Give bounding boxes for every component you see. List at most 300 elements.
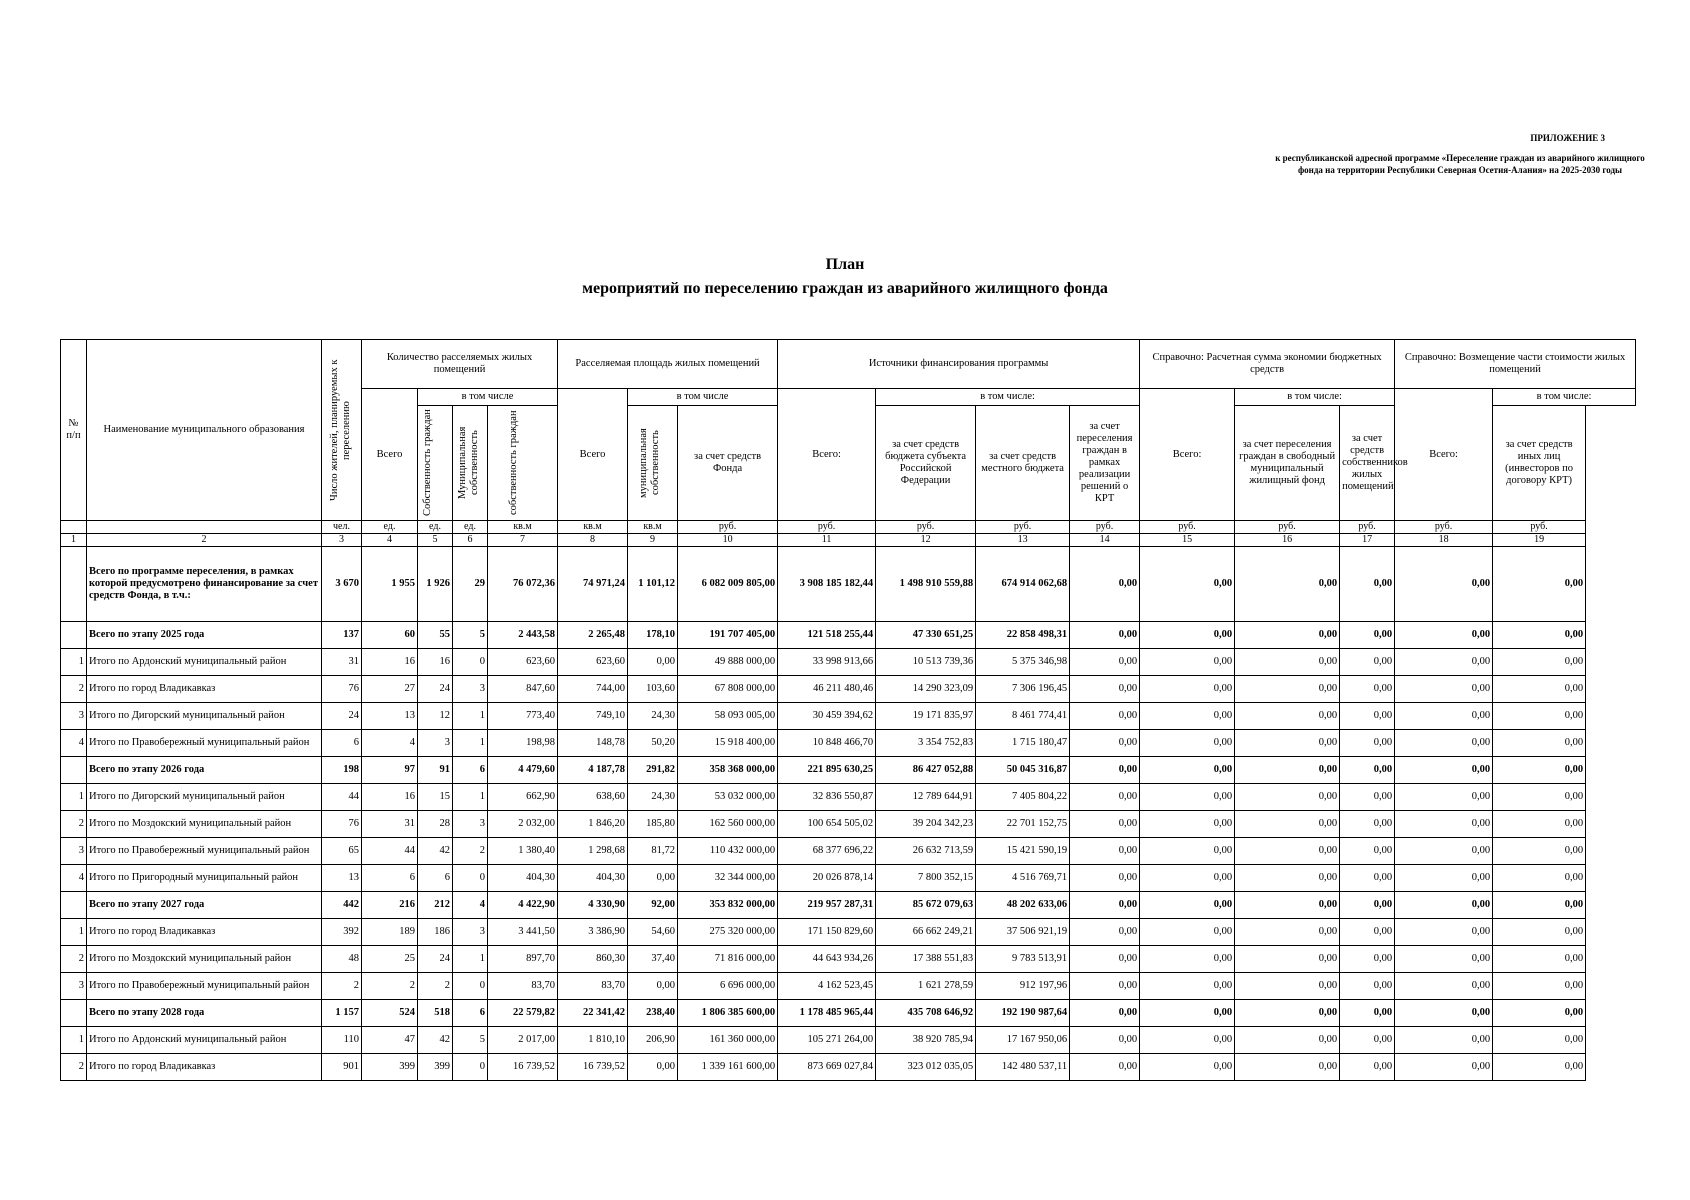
value-cell: 191 707 405,00	[678, 622, 778, 649]
value-cell: 15 421 590,19	[976, 838, 1070, 865]
value-cell: 0,00	[1235, 784, 1340, 811]
value-cell: 6	[453, 1000, 488, 1027]
value-cell: 6	[418, 865, 453, 892]
value-cell: 0,00	[1235, 973, 1340, 1000]
value-cell: 4 516 769,71	[976, 865, 1070, 892]
value-cell: 0,00	[1140, 892, 1235, 919]
value-cell: 105 271 264,00	[778, 1027, 876, 1054]
value-cell: 0,00	[1493, 649, 1586, 676]
value-cell: 0,00	[1395, 676, 1493, 703]
value-cell: 1 715 180,47	[976, 730, 1070, 757]
value-cell: 0,00	[1395, 757, 1493, 784]
value-cell: 0,00	[1140, 547, 1235, 622]
value-cell: 524	[362, 1000, 418, 1027]
value-cell: 0,00	[1493, 730, 1586, 757]
value-cell: 14 290 323,09	[876, 676, 976, 703]
value-cell: 0,00	[1395, 892, 1493, 919]
value-cell: 24	[418, 946, 453, 973]
value-cell: 44	[362, 838, 418, 865]
value-cell: 0,00	[1140, 703, 1235, 730]
value-cell: 4	[453, 892, 488, 919]
value-cell: 0,00	[1140, 730, 1235, 757]
header-finance-including: в том числе:	[876, 389, 1140, 406]
value-cell: 0,00	[1235, 1054, 1340, 1081]
value-cell: 0,00	[1395, 973, 1493, 1000]
value-cell: 0,00	[628, 649, 678, 676]
value-cell: 238,40	[628, 1000, 678, 1027]
value-cell: 6	[453, 757, 488, 784]
document-subtitle: мероприятий по переселению граждан из аварийного жилищного фонда	[582, 280, 1108, 297]
value-cell: 2	[362, 973, 418, 1000]
value-cell: 4 422,90	[488, 892, 558, 919]
unit-cell: руб.	[1235, 521, 1340, 534]
value-cell: 4 330,90	[558, 892, 628, 919]
value-cell: 0,00	[1140, 676, 1235, 703]
value-cell: 24	[322, 703, 362, 730]
column-number-cell: 6	[453, 534, 488, 547]
value-cell: 0,00	[1235, 730, 1340, 757]
appendix-block	[1270, 132, 1650, 176]
value-cell: 74 971,24	[558, 547, 628, 622]
value-cell: 44	[322, 784, 362, 811]
value-cell: 16 739,52	[558, 1054, 628, 1081]
municipality-name: Итого по Дигорский муниципальный район	[87, 784, 322, 811]
value-cell: 0,00	[1395, 622, 1493, 649]
value-cell: 518	[418, 1000, 453, 1027]
value-cell: 22 701 152,75	[976, 811, 1070, 838]
value-cell: 0,00	[1493, 757, 1586, 784]
value-cell: 0,00	[1493, 1000, 1586, 1027]
value-cell: 0,00	[1395, 1000, 1493, 1027]
table-row	[61, 838, 1636, 865]
column-number-cell: 19	[1493, 534, 1586, 547]
column-number-cell: 18	[1395, 534, 1493, 547]
unit-cell: руб.	[1493, 521, 1586, 534]
value-cell: 0,00	[1235, 547, 1340, 622]
table-row	[61, 730, 1636, 757]
value-cell: 0,00	[1140, 784, 1235, 811]
value-cell: 186	[418, 919, 453, 946]
value-cell: 0,00	[1140, 757, 1235, 784]
table-row	[61, 1054, 1636, 1081]
value-cell: 0,00	[1235, 811, 1340, 838]
value-cell: 0,00	[1070, 547, 1140, 622]
value-cell: 0,00	[1235, 649, 1340, 676]
value-cell: 4 479,60	[488, 757, 558, 784]
value-cell: 68 377 696,22	[778, 838, 876, 865]
header-municipal-property	[453, 406, 488, 521]
value-cell: 0,00	[1493, 622, 1586, 649]
value-cell: 623,60	[558, 649, 628, 676]
value-cell: 0	[453, 865, 488, 892]
value-cell: 31	[322, 649, 362, 676]
value-cell: 20 026 878,14	[778, 865, 876, 892]
value-cell: 2 032,00	[488, 811, 558, 838]
municipality-name: Итого по Правобережный муниципальный район	[87, 730, 322, 757]
value-cell: 54,60	[628, 919, 678, 946]
value-cell: 0,00	[1493, 838, 1586, 865]
value-cell: 0,00	[1395, 784, 1493, 811]
header-residents-text: Число жителей, планируемых к переселению	[328, 359, 352, 501]
value-cell: 5 375 346,98	[976, 649, 1070, 676]
value-cell: 0,00	[1493, 547, 1586, 622]
value-cell: 0,00	[628, 1054, 678, 1081]
value-cell: 2 017,00	[488, 1027, 558, 1054]
value-cell: 97	[362, 757, 418, 784]
header-rooms-group: Количество расселяемых жилых помещений	[362, 340, 558, 389]
value-cell: 3 386,90	[558, 919, 628, 946]
value-cell: 912 197,96	[976, 973, 1070, 1000]
value-cell: 0,00	[1493, 703, 1586, 730]
value-cell: 55	[418, 622, 453, 649]
summary-row	[61, 757, 1636, 784]
value-cell: 0,00	[1070, 838, 1140, 865]
column-number-cell: 5	[418, 534, 453, 547]
value-cell: 121 518 255,44	[778, 622, 876, 649]
value-cell: 19 171 835,97	[876, 703, 976, 730]
value-cell: 3	[453, 919, 488, 946]
value-cell: 0,00	[1070, 1054, 1140, 1081]
value-cell: 83,70	[488, 973, 558, 1000]
row-number: 1	[61, 919, 87, 946]
value-cell: 22 858 498,31	[976, 622, 1070, 649]
value-cell: 3	[453, 811, 488, 838]
value-cell: 48	[322, 946, 362, 973]
value-cell: 744,00	[558, 676, 628, 703]
header-area-municipal-text: муниципальная собственность	[637, 428, 661, 498]
value-cell: 0,00	[1070, 649, 1140, 676]
value-cell: 189	[362, 919, 418, 946]
value-cell: 47 330 651,25	[876, 622, 976, 649]
value-cell: 0,00	[1235, 1000, 1340, 1027]
municipality-name: Всего по этапу 2027 года	[87, 892, 322, 919]
value-cell: 0,00	[1395, 730, 1493, 757]
table-row	[61, 784, 1636, 811]
unit-cell: ед.	[453, 521, 488, 534]
value-cell: 39 204 342,23	[876, 811, 976, 838]
value-cell: 142 480 537,11	[976, 1054, 1070, 1081]
value-cell: 60	[362, 622, 418, 649]
value-cell: 27	[362, 676, 418, 703]
value-cell: 32 836 550,87	[778, 784, 876, 811]
value-cell: 0,00	[1235, 757, 1340, 784]
unit-cell: кв.м	[488, 521, 558, 534]
value-cell: 0,00	[1070, 892, 1140, 919]
municipality-name: Итого по Пригородный муниципальный район	[87, 865, 322, 892]
value-cell: 0,00	[1340, 892, 1395, 919]
unit-cell: руб.	[678, 521, 778, 534]
value-cell: 0,00	[1340, 676, 1395, 703]
value-cell: 148,78	[558, 730, 628, 757]
value-cell: 0	[453, 1054, 488, 1081]
table-row	[61, 811, 1636, 838]
value-cell: 1 955	[362, 547, 418, 622]
value-cell: 83,70	[558, 973, 628, 1000]
column-number-cell: 8	[558, 534, 628, 547]
value-cell: 0,00	[1140, 838, 1235, 865]
value-cell: 49 888 000,00	[678, 649, 778, 676]
value-cell: 0,00	[1395, 547, 1493, 622]
units-cell-empty	[61, 521, 87, 534]
value-cell: 0,00	[1140, 1000, 1235, 1027]
value-cell: 0,00	[1493, 1054, 1586, 1081]
value-cell: 30 459 394,62	[778, 703, 876, 730]
value-cell: 24	[418, 676, 453, 703]
row-number	[61, 892, 87, 919]
value-cell: 0,00	[1070, 676, 1140, 703]
value-cell: 1 846,20	[558, 811, 628, 838]
municipality-name: Итого по Моздокский муниципальный район	[87, 811, 322, 838]
value-cell: 0,00	[1140, 973, 1235, 1000]
value-cell: 0,00	[1340, 1054, 1395, 1081]
column-number-cell: 13	[976, 534, 1070, 547]
column-number-cell: 7	[488, 534, 558, 547]
value-cell: 46 211 480,46	[778, 676, 876, 703]
value-cell: 76	[322, 676, 362, 703]
value-cell: 8 461 774,41	[976, 703, 1070, 730]
row-number: 2	[61, 946, 87, 973]
value-cell: 0,00	[1140, 649, 1235, 676]
value-cell: 0,00	[1340, 946, 1395, 973]
value-cell: 0,00	[1235, 622, 1340, 649]
value-cell: 22 579,82	[488, 1000, 558, 1027]
value-cell: 0,00	[1070, 946, 1140, 973]
value-cell: 7 306 196,45	[976, 676, 1070, 703]
municipality-name: Итого по Правобережный муниципальный район	[87, 973, 322, 1000]
value-cell: 0,00	[1340, 784, 1395, 811]
value-cell: 749,10	[558, 703, 628, 730]
municipality-name: Всего по этапу 2028 года	[87, 1000, 322, 1027]
value-cell: 0,00	[1070, 865, 1140, 892]
row-number: 1	[61, 649, 87, 676]
value-cell: 66 662 249,21	[876, 919, 976, 946]
appendix-text: к республиканской адресной программе «Переселение граждан из аварийного жилищного фонда на территории Республики Северная Осетия-Алания» на 2025-2030 годы	[1275, 153, 1645, 175]
header-citizens-property-text: Собственность граждан	[422, 409, 433, 517]
value-cell: 323 012 035,05	[876, 1054, 976, 1081]
value-cell: 38 920 785,94	[876, 1027, 976, 1054]
plan-table	[60, 339, 1636, 1081]
column-number-cell: 2	[87, 534, 322, 547]
value-cell: 12	[418, 703, 453, 730]
value-cell: 13	[362, 703, 418, 730]
header-residents	[322, 340, 362, 521]
table-row	[61, 703, 1636, 730]
value-cell: 0,00	[1070, 703, 1140, 730]
value-cell: 50,20	[628, 730, 678, 757]
value-cell: 0,00	[1395, 919, 1493, 946]
header-area-group: Расселяемая площадь жилых помещений	[558, 340, 778, 389]
value-cell: 5	[453, 1027, 488, 1054]
row-number	[61, 757, 87, 784]
value-cell: 0,00	[1395, 649, 1493, 676]
row-number: 4	[61, 865, 87, 892]
unit-cell: руб.	[876, 521, 976, 534]
value-cell: 13	[322, 865, 362, 892]
header-savings-total: Всего:	[1140, 389, 1235, 521]
value-cell: 86 427 052,88	[876, 757, 976, 784]
value-cell: 6	[362, 865, 418, 892]
value-cell: 0,00	[1340, 919, 1395, 946]
header-area-citizens-text: собственность граждан	[507, 410, 519, 516]
value-cell: 53 032 000,00	[678, 784, 778, 811]
unit-cell: ед.	[418, 521, 453, 534]
value-cell: 178,10	[628, 622, 678, 649]
table-row	[61, 865, 1636, 892]
value-cell: 0,00	[1395, 1027, 1493, 1054]
value-cell: 0,00	[1493, 946, 1586, 973]
value-cell: 110 432 000,00	[678, 838, 778, 865]
value-cell: 25	[362, 946, 418, 973]
value-cell: 0,00	[1070, 811, 1140, 838]
unit-cell: руб.	[1070, 521, 1140, 534]
header-owners: за счет средств собственников жилых помещений	[1340, 406, 1395, 521]
value-cell: 0,00	[1070, 757, 1140, 784]
value-cell: 0,00	[1140, 622, 1235, 649]
header-num: № п/п	[61, 340, 87, 521]
value-cell: 206,90	[628, 1027, 678, 1054]
value-cell: 0,00	[1070, 1027, 1140, 1054]
value-cell: 44 643 934,26	[778, 946, 876, 973]
value-cell: 12 789 644,91	[876, 784, 976, 811]
value-cell: 100 654 505,02	[778, 811, 876, 838]
value-cell: 623,60	[488, 649, 558, 676]
value-cell: 860,30	[558, 946, 628, 973]
column-number-cell: 3	[322, 534, 362, 547]
value-cell: 847,60	[488, 676, 558, 703]
column-number-cell: 15	[1140, 534, 1235, 547]
value-cell: 1 621 278,59	[876, 973, 976, 1000]
table-row	[61, 1027, 1636, 1054]
value-cell: 7 405 804,22	[976, 784, 1070, 811]
value-cell: 0,00	[1340, 811, 1395, 838]
value-cell: 0,00	[1493, 919, 1586, 946]
value-cell: 1 810,10	[558, 1027, 628, 1054]
value-cell: 4	[362, 730, 418, 757]
value-cell: 24,30	[628, 703, 678, 730]
value-cell: 6	[322, 730, 362, 757]
row-number	[61, 622, 87, 649]
municipality-name: Итого по Ардонский муниципальный район	[87, 1027, 322, 1054]
value-cell: 16 739,52	[488, 1054, 558, 1081]
value-cell: 162 560 000,00	[678, 811, 778, 838]
value-cell: 0,00	[1493, 1027, 1586, 1054]
header-reimb-including: в том числе:	[1493, 389, 1636, 406]
value-cell: 0,00	[628, 865, 678, 892]
value-cell: 1 157	[322, 1000, 362, 1027]
value-cell: 1	[453, 730, 488, 757]
value-cell: 1 498 910 559,88	[876, 547, 976, 622]
value-cell: 1	[453, 703, 488, 730]
value-cell: 10 513 739,36	[876, 649, 976, 676]
value-cell: 3	[418, 730, 453, 757]
header-local-budget: за счет средств местного бюджета	[976, 406, 1070, 521]
value-cell: 638,60	[558, 784, 628, 811]
column-number-cell: 9	[628, 534, 678, 547]
value-cell: 2	[418, 973, 453, 1000]
value-cell: 0	[453, 973, 488, 1000]
value-cell: 85 672 079,63	[876, 892, 976, 919]
value-cell: 0,00	[1395, 838, 1493, 865]
value-cell: 221 895 630,25	[778, 757, 876, 784]
value-cell: 0,00	[1140, 1054, 1235, 1081]
value-cell: 0,00	[1235, 919, 1340, 946]
value-cell: 28	[418, 811, 453, 838]
value-cell: 773,40	[488, 703, 558, 730]
unit-cell: чел.	[322, 521, 362, 534]
value-cell: 0,00	[628, 973, 678, 1000]
value-cell: 110	[322, 1027, 362, 1054]
value-cell: 42	[418, 1027, 453, 1054]
value-cell: 1 101,12	[628, 547, 678, 622]
value-cell: 33 998 913,66	[778, 649, 876, 676]
unit-cell: руб.	[1395, 521, 1493, 534]
value-cell: 26 632 713,59	[876, 838, 976, 865]
value-cell: 1 298,68	[558, 838, 628, 865]
column-number-cell: 1	[61, 534, 87, 547]
value-cell: 0,00	[1235, 1027, 1340, 1054]
value-cell: 873 669 027,84	[778, 1054, 876, 1081]
value-cell: 22 341,42	[558, 1000, 628, 1027]
value-cell: 3 354 752,83	[876, 730, 976, 757]
value-cell: 17 388 551,83	[876, 946, 976, 973]
value-cell: 17 167 950,06	[976, 1027, 1070, 1054]
value-cell: 6 082 009 805,00	[678, 547, 778, 622]
value-cell: 219 957 287,31	[778, 892, 876, 919]
value-cell: 1 806 385 600,00	[678, 1000, 778, 1027]
row-number	[61, 547, 87, 622]
value-cell: 0,00	[1070, 730, 1140, 757]
unit-cell: кв.м	[558, 521, 628, 534]
header-name: Наименование муниципального образования	[87, 340, 322, 521]
value-cell: 0,00	[1395, 703, 1493, 730]
value-cell: 1 926	[418, 547, 453, 622]
header-rooms-total: Всего	[362, 389, 418, 521]
table-row	[61, 973, 1636, 1000]
table-row	[61, 946, 1636, 973]
row-number: 1	[61, 784, 87, 811]
header-area-citizens	[488, 406, 558, 521]
municipality-name: Всего по программе переселения, в рамках которой предусмотрено финансирование за счет средств Фонда, в т.ч.:	[87, 547, 322, 622]
value-cell: 103,60	[628, 676, 678, 703]
value-cell: 37 506 921,19	[976, 919, 1070, 946]
row-number	[61, 1000, 87, 1027]
header-area-total: Всего	[558, 389, 628, 521]
units-row	[61, 521, 1636, 534]
value-cell: 198,98	[488, 730, 558, 757]
table-row	[61, 649, 1636, 676]
value-cell: 185,80	[628, 811, 678, 838]
municipality-name: Итого по город Владикавказ	[87, 676, 322, 703]
column-number-cell: 11	[778, 534, 876, 547]
value-cell: 0,00	[1493, 973, 1586, 1000]
value-cell: 0,00	[1340, 757, 1395, 784]
header-reimb-group: Справочно: Возмещение части стоимости жилых помещений	[1395, 340, 1636, 389]
header-area-municipal	[628, 406, 678, 521]
header-krt-resettle: за счет переселения граждан в рамках реализации решений о КРТ	[1070, 406, 1140, 521]
value-cell: 0,00	[1395, 1054, 1493, 1081]
units-cell-empty	[87, 521, 322, 534]
value-cell: 0	[453, 649, 488, 676]
value-cell: 4 162 523,45	[778, 973, 876, 1000]
municipality-name: Итого по Правобережный муниципальный район	[87, 838, 322, 865]
value-cell: 0,00	[1235, 838, 1340, 865]
unit-cell: руб.	[1340, 521, 1395, 534]
value-cell: 0,00	[1395, 811, 1493, 838]
row-number: 2	[61, 1054, 87, 1081]
header-reimb-total: Всего:	[1395, 389, 1493, 521]
value-cell: 76 072,36	[488, 547, 558, 622]
value-cell: 16	[362, 784, 418, 811]
